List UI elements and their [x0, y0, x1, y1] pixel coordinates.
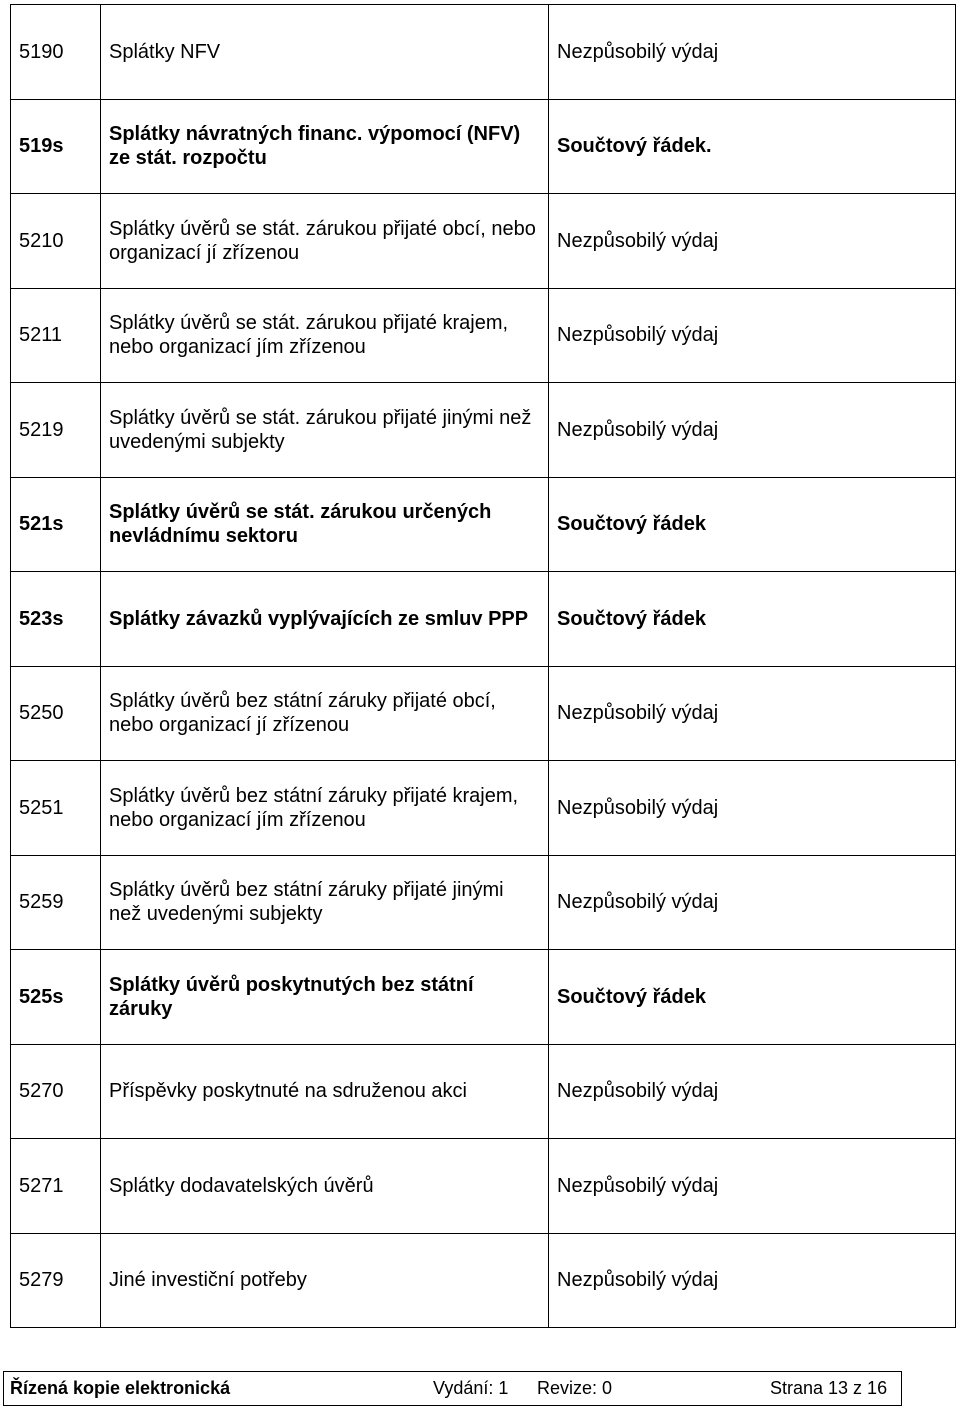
row-description: Splátky úvěrů se stát. zárukou přijaté jinými než uvedenými subjekty: [101, 383, 549, 478]
row-description: Splátky úvěrů bez státní záruky přijaté krajem, nebo organizací jím zřízenou: [101, 761, 549, 856]
row-code: 525s: [11, 950, 101, 1045]
row-description: Splátky úvěrů poskytnutých bez státní záruky: [101, 950, 549, 1045]
footer-edition: Vydání: 1: [433, 1378, 509, 1398]
table-row: [11, 572, 956, 667]
row-type: Součtový řádek: [549, 477, 956, 572]
row-type: Nezpůsobilý výdaj: [549, 1233, 956, 1328]
row-code: 519s: [11, 99, 101, 194]
footer-revision: Revize: 0: [537, 1378, 613, 1398]
table-row: [11, 1233, 956, 1328]
row-description: Splátky úvěrů se stát. zárukou přijaté krajem, nebo organizací jím zřízenou: [101, 288, 549, 383]
document-footer: [3, 1371, 902, 1406]
row-code: 5211: [11, 288, 101, 383]
row-type: Součtový řádek: [549, 950, 956, 1045]
row-type: Nezpůsobilý výdaj: [549, 1044, 956, 1139]
table-row: [11, 477, 956, 572]
table-row: [11, 383, 956, 478]
row-type: Nezpůsobilý výdaj: [549, 1139, 956, 1234]
row-code: 5251: [11, 761, 101, 856]
footer-page-number: Strana 13 z 16: [770, 1378, 888, 1398]
table-row: [11, 855, 956, 950]
table-row: [11, 1139, 956, 1234]
row-code: 5270: [11, 1044, 101, 1139]
table-row: [11, 288, 956, 383]
table-row: [11, 99, 956, 194]
row-description: Splátky úvěrů se stát. zárukou určených nevládnímu sektoru: [101, 477, 549, 572]
row-description: Splátky návratných financ. výpomocí (NFV) ze stát. rozpočtu: [101, 99, 549, 194]
table-row: [11, 194, 956, 289]
row-code: 521s: [11, 477, 101, 572]
row-type: Nezpůsobilý výdaj: [549, 666, 956, 761]
row-description: Splátky závazků vyplývajících ze smluv PPP: [101, 572, 549, 667]
row-type: Součtový řádek.: [549, 99, 956, 194]
table-row: [11, 666, 956, 761]
row-type: Nezpůsobilý výdaj: [549, 855, 956, 950]
row-type: Nezpůsobilý výdaj: [549, 383, 956, 478]
items-table-body: [11, 5, 956, 1328]
row-code: 5190: [11, 5, 101, 100]
row-code: 5259: [11, 855, 101, 950]
row-description: Splátky úvěrů bez státní záruky přijaté obcí, nebo organizací jí zřízenou: [101, 666, 549, 761]
row-type: Nezpůsobilý výdaj: [549, 5, 956, 100]
row-type: Nezpůsobilý výdaj: [549, 288, 956, 383]
row-code: 5210: [11, 194, 101, 289]
row-type: Nezpůsobilý výdaj: [549, 761, 956, 856]
table-row: [11, 761, 956, 856]
items-table: [10, 4, 956, 1328]
row-code: 5250: [11, 666, 101, 761]
row-description: Splátky úvěrů se stát. zárukou přijaté obcí, nebo organizací jí zřízenou: [101, 194, 549, 289]
row-code: 523s: [11, 572, 101, 667]
table-row: [11, 950, 956, 1045]
row-code: 5271: [11, 1139, 101, 1234]
row-description: Splátky úvěrů bez státní záruky přijaté jinými než uvedenými subjekty: [101, 855, 549, 950]
table-row: [11, 5, 956, 100]
row-code: 5219: [11, 383, 101, 478]
row-type: Součtový řádek: [549, 572, 956, 667]
table-row: [11, 1044, 956, 1139]
row-description: Splátky dodavatelských úvěrů: [101, 1139, 549, 1234]
row-description: Příspěvky poskytnuté na sdruženou akci: [101, 1044, 549, 1139]
row-description: Splátky NFV: [101, 5, 549, 100]
footer-controlled-copy-label: Řízená kopie elektronická: [10, 1378, 231, 1398]
row-description: Jiné investiční potřeby: [101, 1233, 549, 1328]
row-code: 5279: [11, 1233, 101, 1328]
row-type: Nezpůsobilý výdaj: [549, 194, 956, 289]
